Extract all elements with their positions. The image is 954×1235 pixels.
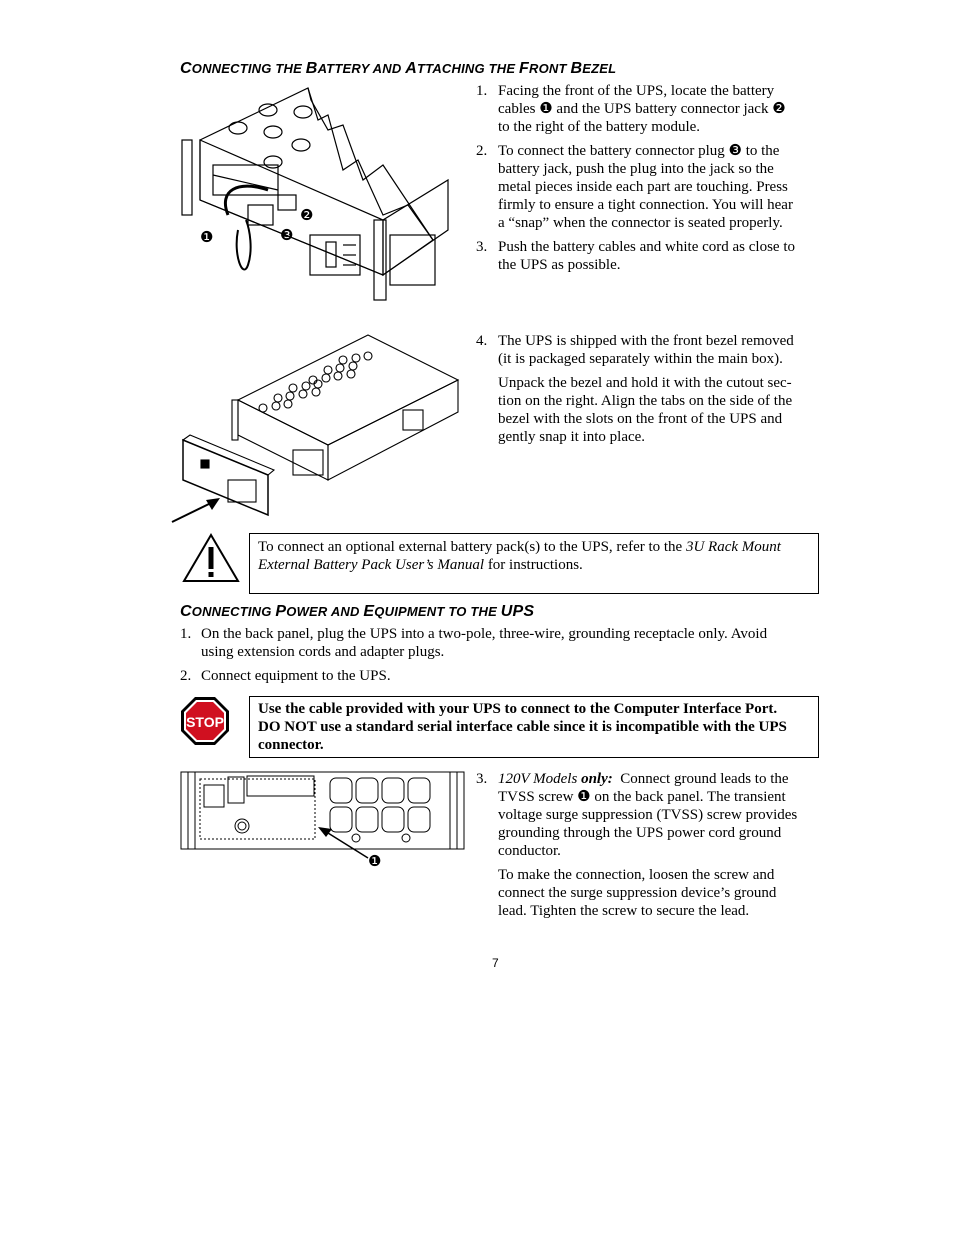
step-number: 3. xyxy=(476,771,488,787)
para-line: tion on the right. Align the tabs on the side of the xyxy=(498,393,793,409)
step-number: 3. xyxy=(476,239,488,255)
callout-1: ❶ xyxy=(200,230,214,246)
para-line: gently snap it into place. xyxy=(498,429,646,445)
step-line: grounding through the UPS power cord ground xyxy=(498,825,782,841)
power-step-2 xyxy=(180,667,820,687)
ups-bezel-figure xyxy=(168,330,468,530)
para-line: bezel with the slots on the front of the UPS and xyxy=(498,411,783,427)
heading-part: P xyxy=(275,603,287,620)
step-line: to the right of the battery module. xyxy=(498,119,701,135)
heading-part: OWER AND xyxy=(286,604,364,619)
heading-part: EZEL xyxy=(582,61,617,76)
step-line: TVSS screw ❶ on the back panel. The transient xyxy=(498,789,786,805)
power-step-1 xyxy=(180,625,820,665)
step-1 xyxy=(476,82,816,142)
step-line: Connect ground leads to the xyxy=(612,771,789,787)
heading-part: C xyxy=(180,603,192,620)
step-4-paragraph xyxy=(498,374,818,450)
heading-part: ONNECTING xyxy=(191,604,276,619)
heading-part: UPS xyxy=(500,603,535,620)
step-number: 4. xyxy=(476,333,488,349)
note-text: To connect an optional external battery pack(s) to the UPS, refer to the xyxy=(258,539,686,555)
section-heading-battery xyxy=(180,60,616,78)
heading-part: RONT xyxy=(529,61,571,76)
step-number: 1. xyxy=(476,83,488,99)
step-line: firmly to ensure a tight connection. You will hear xyxy=(498,197,793,213)
step-2 xyxy=(476,142,816,238)
step-line: Push the battery cables and white cord as close to xyxy=(498,239,795,255)
heading-part: QUIPMENT TO THE xyxy=(374,604,501,619)
step-line: conductor. xyxy=(498,843,561,859)
section-heading-power xyxy=(180,603,534,621)
callout-3: ❸ xyxy=(280,228,294,244)
callout-2: ❷ xyxy=(300,208,314,224)
step-line: voltage surge suppression (TVSS) screw provides xyxy=(498,807,798,823)
step-line: Facing the front of the UPS, locate the battery xyxy=(498,83,775,99)
tvss-callout: ❶ xyxy=(368,854,382,870)
note-line: DO NOT use a standard serial interface cable since it is incompatible with the UPS xyxy=(258,719,787,735)
step-line: using extension cords and adapter plugs. xyxy=(201,644,445,660)
step-line: the UPS as possible. xyxy=(498,257,621,273)
step-line: To connect the battery connector plug ❸ to the xyxy=(498,143,780,159)
stop-sign-text: STOP xyxy=(186,714,224,730)
external-battery-note xyxy=(249,533,819,594)
model-label: 120V Models xyxy=(498,771,578,787)
power-step-3 xyxy=(476,770,816,862)
step-number: 1. xyxy=(180,626,192,642)
manual-title: External Battery Pack User’s Manual xyxy=(258,557,485,573)
step-line: cables ❶ and the UPS battery connector jack ❷ xyxy=(498,101,786,117)
step-3 xyxy=(476,238,816,278)
heading-part: ONNECTING THE xyxy=(191,61,306,76)
power-step-3-paragraph xyxy=(498,866,818,922)
heading-part: B xyxy=(570,60,583,77)
heading-part: B xyxy=(305,60,318,77)
para-line: To make the connection, loosen the screw and xyxy=(498,867,775,883)
note-line: Use the cable provided with your UPS to connect to the Computer Interface Port. xyxy=(258,701,778,717)
page-number: 7 xyxy=(492,956,499,970)
heading-part: E xyxy=(363,603,375,620)
stop-sign-icon xyxy=(180,696,230,746)
heading-part: ATTERY AND xyxy=(317,61,406,76)
stop-note xyxy=(249,696,819,758)
step-line: a “snap” when the connector is seated properly. xyxy=(498,215,783,231)
step-line: battery jack, push the plug into the jack so the xyxy=(498,161,774,177)
warning-icon xyxy=(182,533,240,583)
step-line: (it is packaged separately within the main box). xyxy=(498,351,783,367)
step-line: The UPS is shipped with the front bezel removed xyxy=(498,333,794,349)
ups-battery-connection-figure xyxy=(178,80,468,310)
heading-part: C xyxy=(180,60,192,77)
step-line: On the back panel, plug the UPS into a two-pole, three-wire, grounding receptacle only. Avoid xyxy=(201,626,768,642)
heading-part: A xyxy=(405,60,417,77)
note-text: for instructions. xyxy=(484,557,583,573)
note-line: connector. xyxy=(258,737,324,753)
step-line: Connect equipment to the UPS. xyxy=(201,668,391,684)
heading-part: F xyxy=(519,60,530,77)
para-line: Unpack the bezel and hold it with the cutout sec- xyxy=(498,375,792,391)
manual-title: 3U Rack Mount xyxy=(685,539,781,555)
step-number: 2. xyxy=(476,143,488,159)
ups-back-panel-figure xyxy=(180,771,468,871)
step-line: metal pieces inside each part are touching. Press xyxy=(498,179,788,195)
para-line: connect the surge suppression device’s ground xyxy=(498,885,777,901)
step-4 xyxy=(476,332,816,372)
heading-part: TTACHING THE xyxy=(417,61,520,76)
step-number: 2. xyxy=(180,668,192,684)
para-line: lead. Tighten the screw to secure the lead. xyxy=(498,903,750,919)
only-label: only: xyxy=(581,771,613,787)
